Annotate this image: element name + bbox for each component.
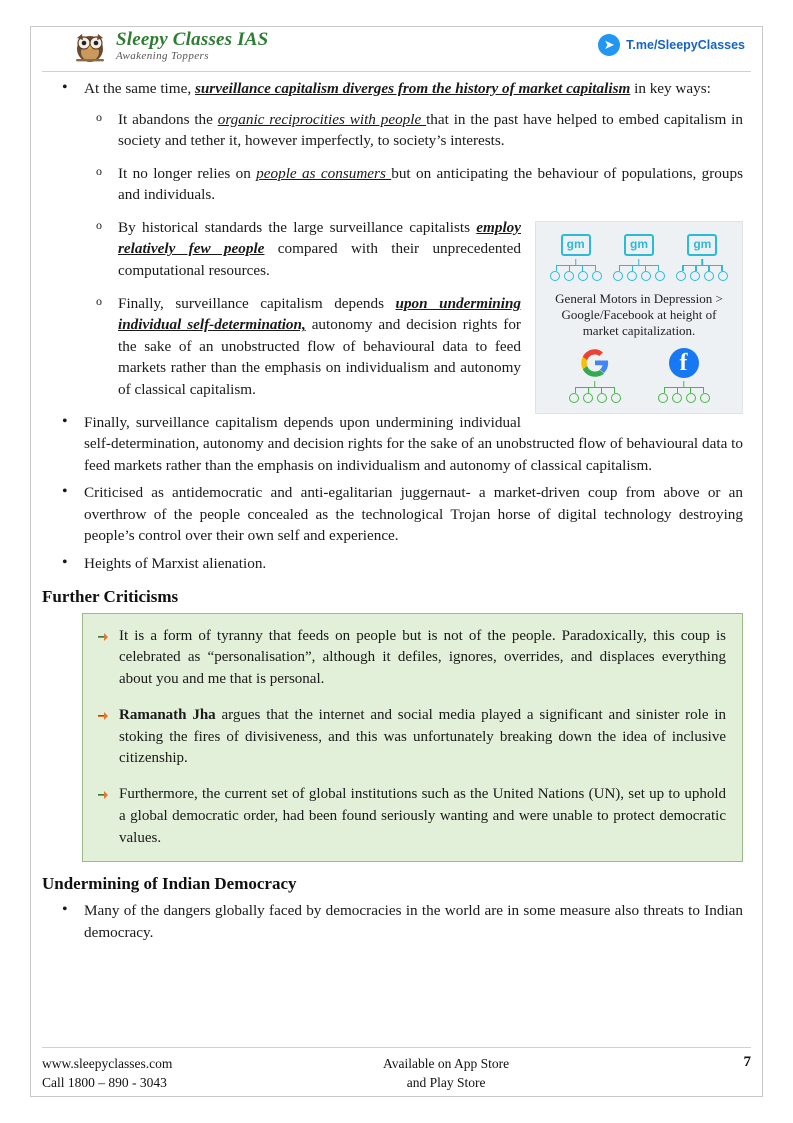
figure-caption: General Motors in Depression > Google/Facebook at height of market capitalization.	[555, 290, 723, 339]
sub-bullet-list	[84, 109, 743, 401]
page-number: 7	[743, 1053, 751, 1070]
bullet3-text: Criticised as antidemocratic and anti-egalitarian juggernaut- a market-driven coup from above or an overthrow of the people concealed as the technological Trojan horse of digital technology destroying people’s control over their own self and experience.	[84, 484, 743, 545]
list-item	[52, 900, 743, 943]
brand-text	[116, 30, 268, 62]
document-body	[52, 78, 743, 575]
bullet2-text: Finally, surveillance capitalism depends upon undermining individual self-determination, autonomy and decision rights for the sake of an unobstructed flow of behavioural data to feed markets rather than the emphasis on individualism and autonomy of classical capitalism.	[84, 413, 743, 474]
list-item	[52, 482, 743, 547]
list-item	[52, 78, 743, 401]
facebook-logo-icon: f	[669, 348, 699, 378]
last-section-body	[52, 900, 743, 943]
owl-logo-icon	[70, 28, 110, 64]
brand-block	[70, 28, 268, 64]
org-nodes	[550, 271, 602, 281]
footer-contact	[42, 1054, 283, 1093]
brand-title: Sleepy Classes IAS	[116, 29, 269, 50]
callout-item-text: It is a form of tyranny that feeds on people but is not of the people. Paradoxically, this coup is celebrated as “personalisation”, although it defiles, ignores, overrides, and displaces everything about you and me that is personal.	[119, 627, 726, 688]
bullet1-emphasis: surveillance capitalism diverges from the history of market capitalism	[194, 80, 631, 97]
sub4-post: autonomy and decision rights for the sake of an unobstructed flow of behavioural data to feed markets rather than the emphasis on individualism and autonomy of classical capitalism.	[118, 316, 521, 398]
gm-org-charts	[542, 230, 736, 287]
footer-phone: Call 1800 – 890 - 3043	[42, 1075, 167, 1091]
list-item	[93, 626, 726, 691]
list-item	[52, 412, 743, 477]
org-connector	[616, 259, 662, 271]
main-bullet-list	[52, 78, 743, 575]
telegram-link[interactable]	[598, 34, 745, 56]
sub1-pre: It abandons the	[118, 110, 218, 128]
sub4-emphasis: upon undermining individual self-determination,	[118, 294, 521, 334]
sub1-emphasis: organic reciprocities with people	[217, 110, 427, 128]
sub3-post: compared with their unprecedented computational resources.	[118, 240, 521, 280]
list-item	[84, 163, 743, 206]
footer-website[interactable]: www.sleepyclasses.com	[42, 1055, 173, 1071]
sub1-post: that in the past have helped to embed capitalism in society and tether it, however imperfectly, to society’s interests.	[118, 110, 743, 150]
list-item	[84, 293, 743, 401]
org-connector	[679, 259, 725, 271]
callout-item-bold: Ramanath Jha	[119, 706, 216, 723]
last-bullet-list	[52, 900, 743, 943]
arrow-bullet-icon	[97, 708, 109, 720]
page-header	[42, 26, 751, 72]
gm-org-1	[550, 234, 602, 281]
callout-item-text: argues that the internet and social media played a significant and sinister role in stoking the fires of divisiveness, and this was unfortunately breaking down the idea of inclusive citizenship.	[119, 706, 726, 767]
section-heading-further-criticisms: Further Criticisms	[42, 586, 179, 606]
callout-item-text: Furthermore, the current set of global institutions such as the United Nations (UN), set up to uphold a global democratic order, had been found seriously wanting and were unable to protect democratic values.	[119, 786, 726, 846]
footer-store-line2: and Play Store	[406, 1075, 486, 1091]
sub4-pre: Finally, surveillance capitalism depends	[118, 294, 396, 312]
list-item	[84, 109, 743, 152]
list-item	[52, 553, 743, 575]
telegram-icon: ➤	[598, 34, 620, 56]
gm-org-3	[676, 234, 728, 281]
arrow-bullet-icon	[97, 629, 109, 641]
org-connector	[553, 259, 599, 271]
list-item	[93, 784, 726, 849]
telegram-handle: T.me/SleepyClasses	[626, 38, 745, 52]
bullet4-text: Heights of Marxist alienation.	[84, 554, 267, 572]
sub2-post: but on anticipating the behaviour of populations, groups and individuals.	[118, 164, 743, 204]
footer-store	[283, 1054, 609, 1093]
callout-list	[93, 626, 726, 850]
sub2-emphasis: people as consumers	[256, 164, 392, 182]
list-item	[93, 705, 726, 770]
sub2-pre: It no longer relies on	[118, 164, 257, 182]
sub3-emphasis: employ relatively few people	[118, 218, 521, 258]
gm-org-2	[613, 234, 665, 281]
sub3-pre: By historical standards the large surveillance capitalists	[118, 218, 477, 236]
gm-logo-icon: gm	[624, 234, 654, 256]
bullet1-post: in key ways:	[630, 80, 711, 97]
org-nodes	[676, 271, 728, 281]
arrow-bullet-icon	[97, 787, 109, 799]
page-footer	[42, 1047, 751, 1093]
bullet1-pre: At the same time,	[84, 80, 195, 97]
further-criticisms-callout	[82, 613, 743, 863]
section-heading-undermining-indian-democracy: Undermining of Indian Democracy	[42, 874, 297, 894]
gm-logo-icon: gm	[687, 234, 717, 256]
last-bullet-text: Many of the dangers globally faced by democracies in the world are in some measure also threats to Indian democracy.	[84, 902, 743, 941]
org-nodes	[613, 271, 665, 281]
gm-logo-icon: o gm	[561, 234, 591, 256]
footer-store-line1: Available on App Store	[383, 1055, 510, 1071]
brand-subtitle: Awakening Toppers	[116, 50, 209, 62]
